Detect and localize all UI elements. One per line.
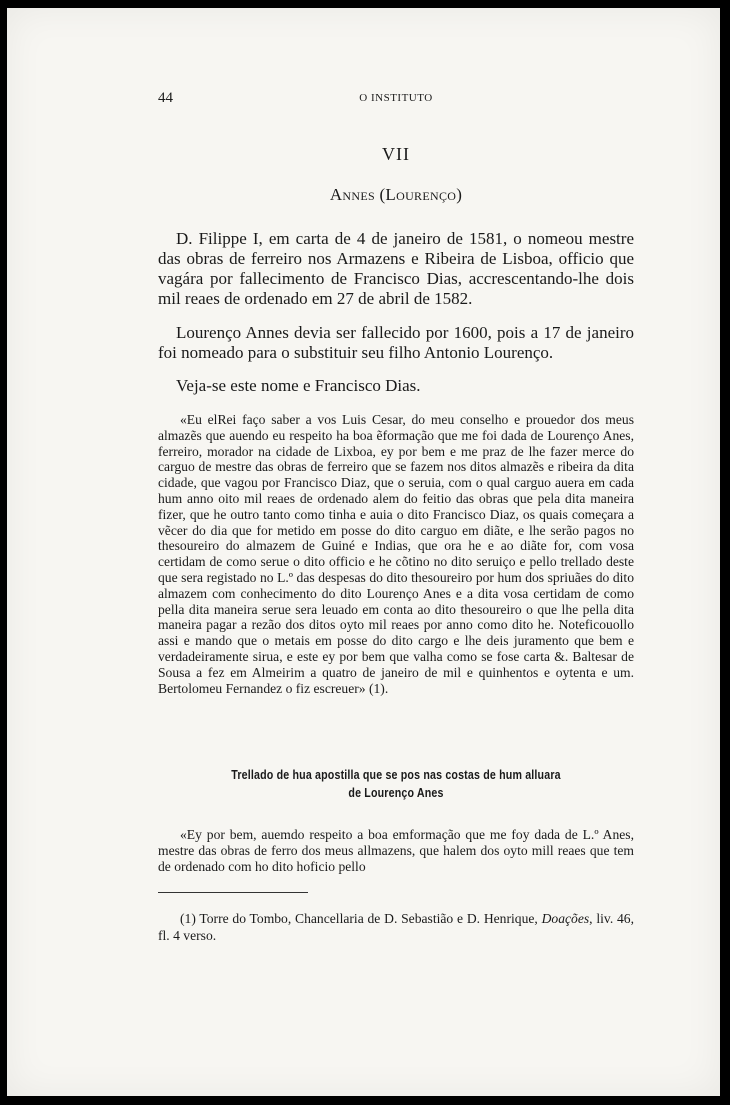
footnote-italic: Doações (541, 911, 590, 926)
footnote-suffix: , liv. 46, fl. 4 verso. (158, 911, 634, 943)
page-header (158, 90, 634, 110)
subheading-line-2: de Lourenço Anes (348, 785, 444, 800)
paragraph-2 (158, 323, 634, 363)
paragraph-text: D. Filippe I, em carta de 4 de janeiro de 1581, o nomeou mestre das obras de ferreiro nos Armazens e Ribeira de Lisboa, officio que vagára por fallecimento de Francisco Dias, accrescentando-lhe dois mil reaes de ordenado em 27 de abril de 1582. (158, 229, 634, 308)
document-quote (158, 412, 634, 696)
footnote-divider (158, 892, 308, 893)
footnote-prefix: (1) Torre do Tombo, Chancellaria de D. Sebastião e D. Henrique, (180, 911, 538, 926)
footnote (158, 910, 634, 944)
entry-title: Annes (Lourenço) (329, 185, 463, 204)
quote-text: «Eu elRei faço saber a vos Luis Cesar, do meu conselho e prouedor dos meus almazẽs que auendo eu respeito ha boa ẽformação que me foi dada de Lourenço Anes, ferreiro, morador na cidade de Lixboa, ey por bem e me praz de lhe fazer merce do carguo de mestre das obras de ferreiro que se fazem nos ditos almazẽs e ribeira da dita cidade, que vagou por Francisco Diaz, que o seruia, com o qual carguo auera em cada hum anno oito mil reaes de ordenado alem do feitio das obras que pela dita maneira fizer, que he outro tanto como tinha e auia o dito Francisco Diaz, os quais começara a vẽcer do dia que for metido em posse do dito carguo em diãte, e lhe serão pagos no thesoureiro do almazem de Guiné e Indias, que ora he e ao diãte for, com vosa certidam de como serue o dito officio e he cõtino no dito seruiço e pello trellado deste que sera registado no L.º das despesas do dito thesoureiro por hum dos spriuães do dito almazem com conhecimento do dito Lourenço Anes e a dita vosa certidam de como pella dita maneira serue sera leuado em conta ao dito thesoureiro o que lhe pella dita maneira pagar a rezão dos ditos oyto mil reaes por anno como dito he. Noteficouollo assi e mando que o metais em posse do dito cargo e lhe deis juramento que bem e verdadeiramente sirua, e este ey por bem que valha como se fose carta &. Baltesar de Sousa a fez em Almeirim a quatro de janeiro de mil e quinhentos e oytenta e um. Bertolomeu Fernandez o fiz escreuer» (1). (158, 412, 634, 696)
page-number: 44 (158, 90, 173, 106)
paragraph-3 (158, 376, 634, 396)
quote-text: «Ey por bem, auemdo respeito a boa emformação que me foy dada de L.º Anes, mestre das obras de ferro dos meus allmazens, que halem dos oyto mill reaes que tem de ordenado com ho dito hoficio pello (158, 827, 634, 874)
running-title: O INSTITUTO (359, 92, 433, 104)
paragraph-1 (158, 229, 634, 309)
document-quote-2 (158, 827, 634, 875)
paragraph-text: Veja-se este nome e Francisco Dias. (176, 376, 421, 395)
section-number: VII (382, 144, 410, 164)
subheading-line-1: Trellado de hua apostilla que se pos nas costas de hum alluara (231, 767, 561, 782)
subheading (201, 766, 591, 802)
footnote-text (158, 910, 634, 944)
paragraph-text: Lourenço Annes devia ser fallecido por 1600, pois a 17 de janeiro foi nomeado para o substituir seu filho Antonio Lourenço. (158, 323, 634, 362)
